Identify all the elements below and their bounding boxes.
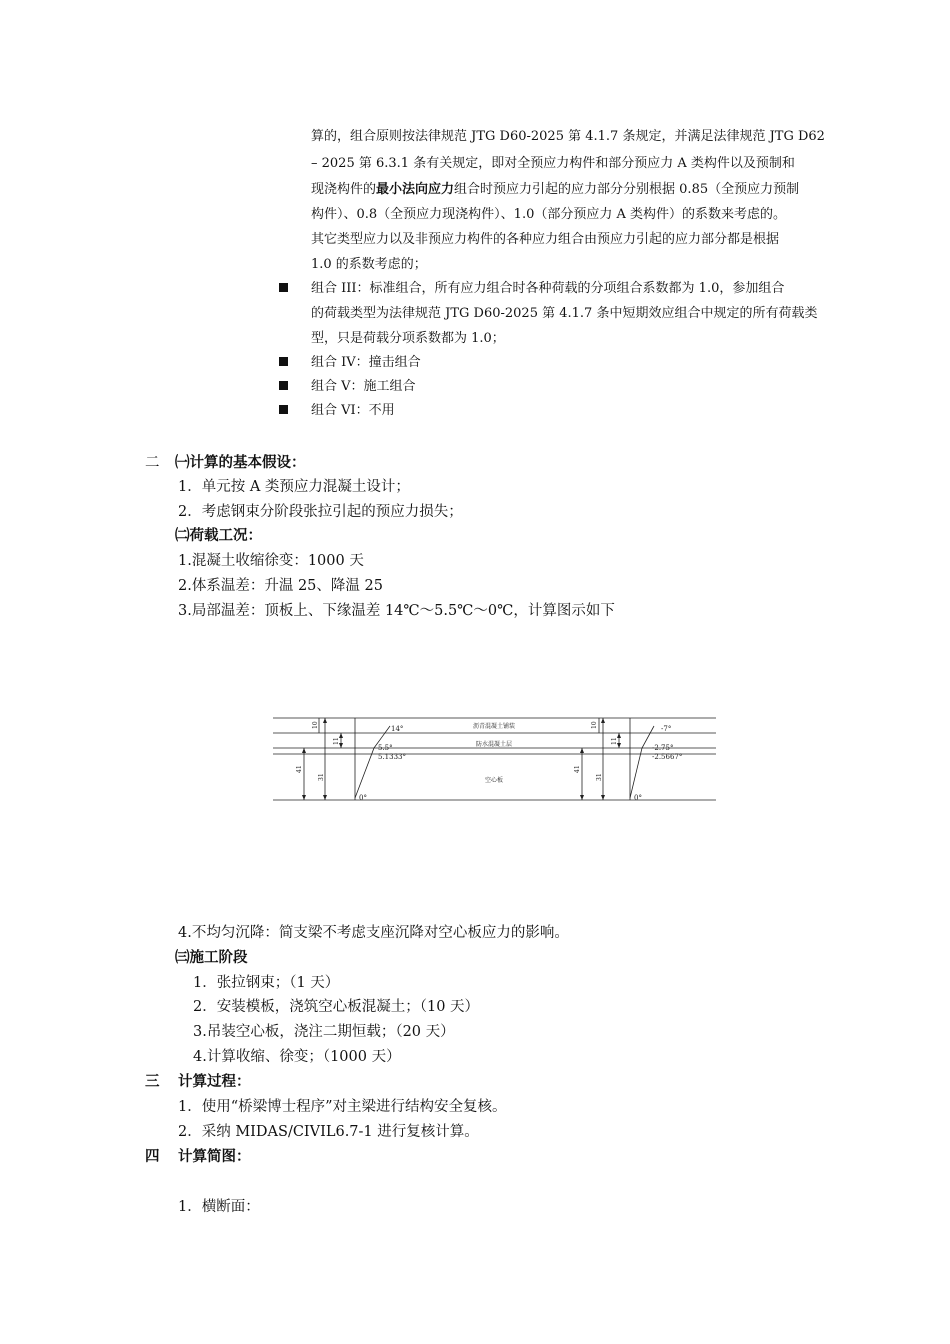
paragraph-line-4: 构件）、0.8（全预应力现浇构件）、1.0（部分预应力 A 类构件）的系数来考虑的。 <box>311 207 787 222</box>
right-dim-label-low: 31 <box>596 773 603 781</box>
bullet-3-text: 组合 V：施工组合 <box>311 379 416 394</box>
section-4-number: 四 <box>145 1149 160 1165</box>
bullet-square-icon <box>279 357 288 366</box>
bullet-1-line-3: 型，只是荷载分项系数都为 1.0； <box>311 331 505 346</box>
right-temp-bottom: 0° <box>634 794 642 802</box>
section-3-number: 三 <box>145 1074 160 1090</box>
section-2-title: ㈠计算的基本假设： <box>175 455 306 471</box>
left-dim-label-low: 31 <box>318 773 325 781</box>
bullet-square-icon <box>279 283 288 292</box>
stage-3: 3.吊装空心板，浇注二期恒载；（20 天） <box>193 1024 455 1040</box>
right-temp-low: -2.5667° <box>652 753 683 761</box>
right-dim-label-total: 41 <box>574 765 581 773</box>
paragraph-line-6: 1.0 的系数考虑的； <box>311 257 427 272</box>
bullet-4-text: 组合 VI：不用 <box>311 403 395 418</box>
stage-4: 4.计算收缩、徐变；（1000 天） <box>193 1049 401 1065</box>
left-temp-bottom: 0° <box>359 794 367 802</box>
left-dim-label-total: 41 <box>296 765 303 773</box>
paragraph-line-1: 算的，组合原则按法律规范 JTG D60-2025 第 4.1.7 条规定，并满足法律规范 JTG D62 <box>311 129 825 144</box>
right-temp-top: -7° <box>661 725 672 733</box>
paragraph-line-3-post: 组合时预应力引起的应力部分分别根据 0.85（全预应力预制 <box>454 182 800 197</box>
left-temp-top: 14° <box>391 725 404 733</box>
left-temp-low: 5.1333° <box>378 753 406 761</box>
right-dim-label-top: 10 <box>591 721 598 729</box>
bullet-1-line-1: 组合 III：标准组合，所有应力组合时各种荷载的分项组合系数都为 1.0，参加组合 <box>311 281 785 296</box>
layer-label-waterproof: 防水混凝土层 <box>475 741 513 748</box>
paragraph-line-2: – 2025 第 6.3.1 条有关规定，即对全预应力构件和部分预应力 A 类构件以及预制和 <box>311 156 795 171</box>
load-case-1: 1.混凝土收缩徐变：1000 天 <box>178 553 364 569</box>
left-temp-mid: 5.5° <box>378 744 393 752</box>
section-3-title: 计算过程： <box>178 1074 251 1090</box>
right-gradient-line <box>630 726 654 798</box>
load-case-4: 4.不均匀沉降：简支梁不考虑支座沉降对空心板应力的影响。 <box>178 925 569 941</box>
layer-label-hollow-slab: 空心板 <box>484 777 504 784</box>
section-3-item-2: 2．采纳 MIDAS/CIVIL6.7-1 进行复核计算。 <box>178 1124 479 1140</box>
emphasis-min-normal-stress: 最小法向应力 <box>376 182 455 197</box>
paragraph-line-3 <box>311 178 799 197</box>
right-dim-label-mid: 11 <box>611 737 618 745</box>
bullet-square-icon <box>279 381 288 390</box>
stage-2: 2．安装模板，浇筑空心板混凝土；（10 天） <box>193 999 480 1015</box>
section-4-item-1: 1．横断面： <box>178 1199 260 1215</box>
load-case-3: 3.局部温差：顶板上、下缘温差 14℃～5.5℃～0℃，计算图示如下 <box>178 603 615 619</box>
left-dim-label-mid: 11 <box>333 737 340 745</box>
bullet-1-line-2: 的荷载类型为法律规范 JTG D60-2025 第 4.1.7 条中短期效应组合中规定的所有荷载类 <box>311 306 818 321</box>
stage-1: 1．张拉钢束；（1 天） <box>193 975 340 991</box>
section-3-item-1: 1．使用“桥梁博士程序”对主梁进行结构安全复核。 <box>178 1099 507 1115</box>
left-dim-label-top: 10 <box>312 721 319 729</box>
load-case-2: 2.体系温差：升温 25、降温 25 <box>178 578 383 594</box>
temperature-gradient-diagram <box>273 712 718 804</box>
bullet-square-icon <box>279 405 288 414</box>
load-cases-title: ㈡荷载工况： <box>175 528 262 544</box>
section-2-item-2: 2．考虑钢束分阶段张拉引起的预应力损失； <box>178 504 463 520</box>
paragraph-line-3-pre: 现浇构件的 <box>311 182 377 197</box>
section-2-item-1: 1．单元按 A 类预应力混凝土设计； <box>178 479 410 495</box>
section-4-title: 计算简图： <box>178 1149 251 1165</box>
right-temp-mid: -2.75° <box>652 744 674 752</box>
construction-stages-title: ㈢施工阶段 <box>175 950 248 966</box>
bullet-2-text: 组合 IV：撞击组合 <box>311 355 421 370</box>
layer-label-asphalt: 沥青混凝土铺装 <box>472 723 516 730</box>
left-gradient-line <box>355 726 390 798</box>
paragraph-line-5: 其它类型应力以及非预应力构件的各种应力组合由预应力引起的应力部分都是根据 <box>311 232 780 247</box>
section-2-number: 二 <box>145 455 160 471</box>
